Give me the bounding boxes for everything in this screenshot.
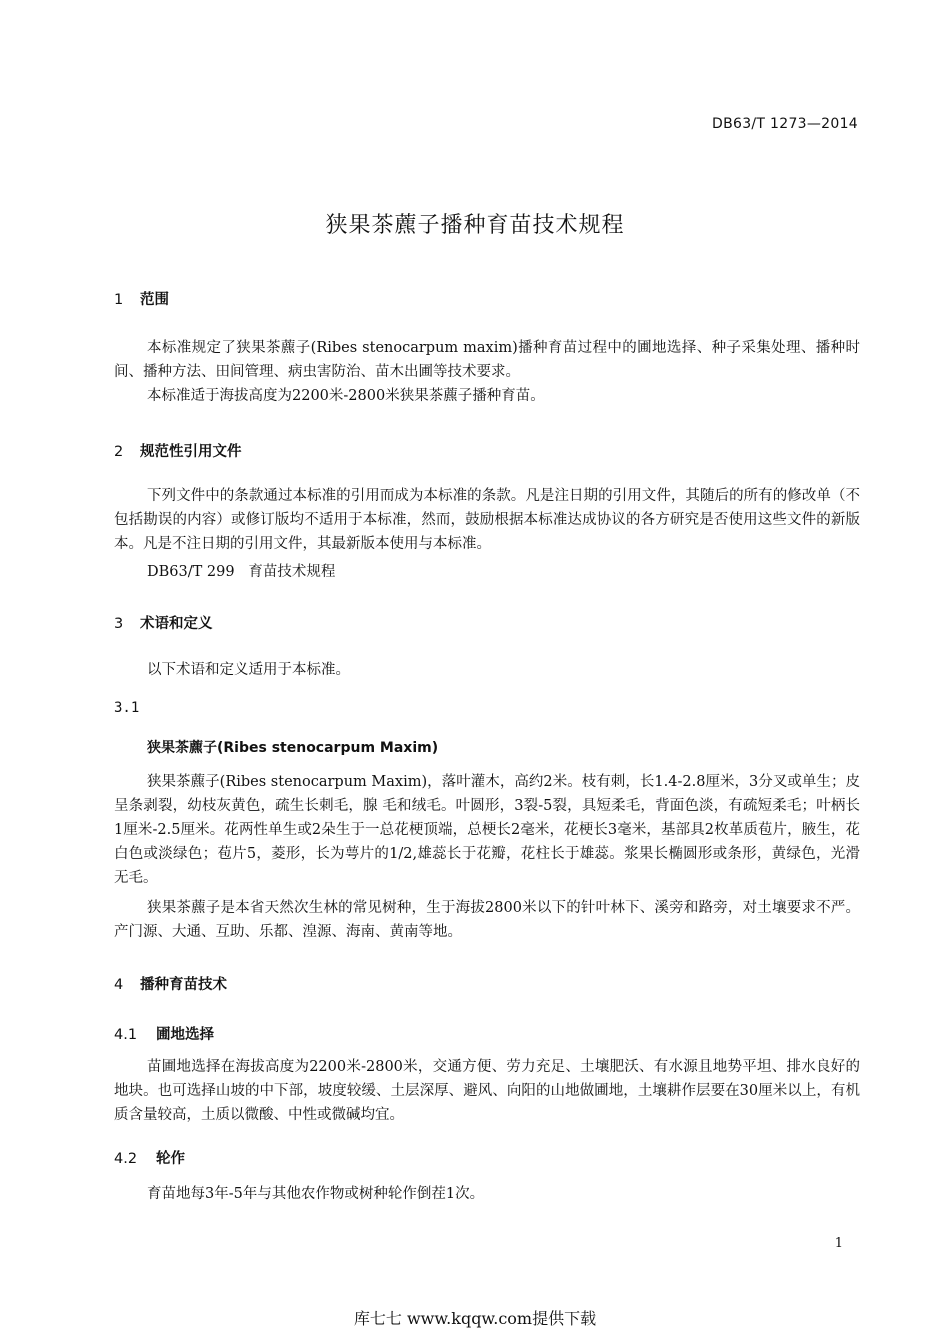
section-title: 术语和定义: [140, 616, 213, 632]
term-name: 狭果茶藨子(Ribes stenocarpum Maxim): [147, 740, 439, 756]
section-number: 3: [114, 616, 124, 632]
section-number: 1: [114, 292, 124, 308]
term-distribution: 狭果茶藨子是本省天然次生林的常见树种，生于海拔2800米以下的针叶林下、溪旁和路旁，对土壤要求不严。产门源、大通、互助、乐都、湟源、海南、黄南等地。: [114, 900, 860, 940]
subsection-number: 4.2: [114, 1151, 138, 1167]
subsection-number: 4.1: [114, 1027, 138, 1043]
section-title: 范围: [140, 292, 169, 308]
subsection-4-1-paragraph: 苗圃地选择在海拔高度为2200米-2800米，交通方便、劳力充足、土壤肥沃、有水源且地势平坦、排水良好的地块。也可选择山坡的中下部，坡度较缓、土层深厚、避风、向阳的山地做圃地，土壤耕作层要在30厘米以上，有机质含量较高，土质以微酸、中性或微碱均宜。: [114, 1059, 860, 1123]
section-1-paragraph-1: 本标准规定了狭果茶藨子(Ribes stenocarpum maxim)播种育苗过程中的圃地选择、种子采集处理、播种时间、播种方法、田间管理、病虫害防治、苗木出圃等技术要求。: [114, 340, 860, 380]
section-2-paragraph-1: 下列文件中的条款通过本标准的引用而成为本标准的条款。凡是注日期的引用文件，其随后的所有的修改单（不包括勘误的内容）或修订版均不适用于本标准，然而，鼓励根据本标准达成协议的各方研究是否使用这些文件的新版本。凡是不注日期的引用文件，其最新版本使用与本标准。: [114, 488, 860, 552]
section-3-paragraph-1: 以下术语和定义适用于本标准。: [147, 662, 350, 678]
term-number: 3.1: [114, 700, 140, 716]
section-3-heading: [114, 612, 213, 633]
section-2-heading: [114, 440, 242, 461]
normative-reference: DB63/T 299 育苗技术规程: [147, 564, 336, 580]
page-number: 1: [834, 1236, 843, 1251]
section-4-heading: [114, 973, 227, 994]
section-1-heading: [114, 288, 169, 309]
section-1-paragraph-2: 本标准适于海拔高度为2200米-2800米狭果茶藨子播种育苗。: [147, 388, 545, 404]
term-definition: 狭果茶藨子(Ribes stenocarpum Maxim)，落叶灌木，高约2米。枝有刺，长1.4-2.8厘米，3分叉或单生；皮呈条剥裂，幼枝灰黄色，疏生长刺毛，腺 毛和绒毛。叶圆形，3裂-5裂，具短柔毛，背面色淡，有疏短柔毛；叶柄长1厘米-2.5厘米。花两性单生或2朵生于一总花梗顶端，总梗长2毫米，花梗长3毫米，基部具2枚革质苞片，腋生，花白色或淡绿色；苞片5，菱形，长为萼片的1/2,雄蕊长于花瓣，花柱长于雄蕊。浆果长椭圆形或条形，黄绿色，光滑无毛。: [114, 774, 860, 886]
subsection-4-2-paragraph: 育苗地每3年-5年与其他农作物或树种轮作倒茬1次。: [147, 1186, 485, 1202]
section-number: 4: [114, 977, 124, 993]
subsection-title: 轮作: [156, 1151, 185, 1167]
download-footer: 库七七 www.kqqw.com提供下载: [353, 1309, 597, 1328]
subsection-title: 圃地选择: [156, 1027, 214, 1043]
subsection-4-2-heading: [114, 1147, 185, 1168]
section-title: 播种育苗技术: [140, 977, 227, 993]
document-title: 狭果茶藨子播种育苗技术规程: [325, 213, 625, 238]
subsection-4-1-heading: [114, 1023, 214, 1044]
section-title: 规范性引用文件: [140, 444, 242, 460]
standard-code: DB63/T 1273—2014: [712, 116, 858, 132]
section-number: 2: [114, 444, 124, 460]
